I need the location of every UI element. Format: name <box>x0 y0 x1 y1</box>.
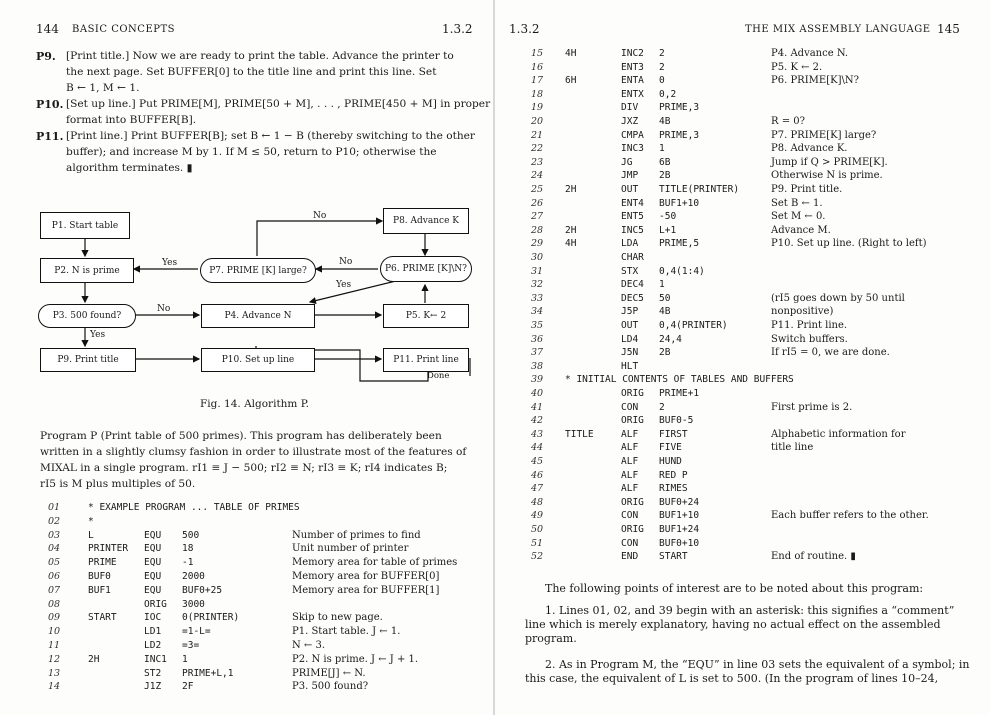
code-comment: Set M ← 0. <box>771 211 826 223</box>
code-location: 2H <box>88 653 100 665</box>
section-left: 1.3.2 <box>442 22 473 36</box>
flowchart-p9: P9. Print title <box>40 348 136 372</box>
label-yes-3: Yes <box>90 330 106 340</box>
code-op: CON <box>621 510 639 522</box>
code-op: J5N <box>621 347 639 359</box>
code-comment: Each buffer refers to the other. <box>771 510 929 522</box>
code-comment: Number of primes to find <box>292 529 421 541</box>
label-yes-1: Yes <box>162 258 178 268</box>
line-number: 13 <box>48 667 61 679</box>
code-location: * EXAMPLE PROGRAM ... TABLE OF PRIMES <box>88 502 300 513</box>
line-number: 17 <box>531 75 544 87</box>
code-address: -1 <box>182 557 194 569</box>
code-address: 2 <box>659 61 665 73</box>
code-address: 2B <box>659 347 671 359</box>
line-number: 40 <box>531 388 544 399</box>
code-comment: P1. Start table. J ← 1. <box>292 626 401 638</box>
line-number: 46 <box>531 469 544 481</box>
code-comment: If rI5 = 0, we are done. <box>771 347 890 359</box>
step-label: P9. <box>36 50 56 63</box>
line-number: 34 <box>531 306 544 318</box>
code-comment: R = 0? <box>771 116 805 127</box>
line-number: 26 <box>531 197 544 209</box>
step-line: [Print line.] Print BUFFER[B]; set B ← 1 − B (thereby switching to the other <box>66 130 475 142</box>
code-address: FIVE <box>659 442 682 454</box>
line-number: 24 <box>531 170 544 182</box>
code-location: * INITIAL CONTENTS OF TABLES AND BUFFERS <box>565 374 794 386</box>
running-title-right: THE MIX ASSEMBLY LANGUAGE <box>745 24 931 35</box>
code-address: =1-L= <box>182 626 211 638</box>
page-number-right: 145 <box>937 22 960 36</box>
step-line: buffer); and increase M by 1. If M ≤ 50, return to P10; otherwise the <box>66 146 437 158</box>
step-line: B ← 1, M ← 1. <box>66 82 140 94</box>
code-op: CHAR <box>621 252 644 263</box>
code-location: L <box>88 529 94 541</box>
flowchart-p10: P10. Set up line <box>201 348 315 372</box>
code-op: ORIG <box>621 524 644 535</box>
section-right: 1.3.2 <box>509 22 540 36</box>
line-number: 14 <box>48 681 61 693</box>
code-comment: P3. 500 found? <box>292 681 369 693</box>
code-op: ALF <box>621 428 639 440</box>
step-line: [Set up line.] Put PRIME[M], PRIME[50 + M], . . . , PRIME[450 + M] in proper <box>66 98 491 110</box>
code-comment: End of routine. ▮ <box>771 551 856 563</box>
code-comment: P7. PRIME[K] large? <box>771 129 877 141</box>
arrow-p6-p4 <box>310 280 400 302</box>
right-page <box>495 0 990 715</box>
label-yes-2: Yes <box>336 280 352 290</box>
line-number: 51 <box>531 537 544 549</box>
code-op: JMP <box>621 170 639 182</box>
line-number: 49 <box>531 510 544 522</box>
line-number: 44 <box>531 442 544 454</box>
code-location: BUF0 <box>88 571 111 582</box>
line-number: 43 <box>531 428 544 440</box>
code-op: EQU <box>144 543 162 555</box>
code-address: 2F <box>182 681 194 693</box>
code-op: JG <box>621 156 633 168</box>
code-op: EQU <box>144 529 162 541</box>
code-address: 0,2 <box>659 88 677 100</box>
code-address: 2 <box>659 401 665 413</box>
code-comment: P11. Print line. <box>771 320 848 331</box>
code-address: BUF0+25 <box>182 584 223 596</box>
line-number: 31 <box>531 265 544 277</box>
code-comment: Set B ← 1. <box>771 197 823 209</box>
code-comment: Otherwise N is prime. <box>771 170 883 182</box>
code-address: 2000 <box>182 571 205 582</box>
code-address: PRIME+L,1 <box>182 667 234 679</box>
line-number: 22 <box>531 143 544 155</box>
line-number: 16 <box>531 61 544 73</box>
code-op: ALF <box>621 456 639 467</box>
code-op: END <box>621 551 639 563</box>
code-op: HLT <box>621 360 639 372</box>
notes-intro: The following points of interest are to be noted about this program: <box>545 582 924 595</box>
label-no-1: No <box>313 211 327 221</box>
code-address: 0,4(PRINTER) <box>659 320 728 331</box>
code-address: 1 <box>659 279 665 291</box>
code-op: ALF <box>621 483 639 495</box>
note2-line: 2. As in Program M, the “EQU” in line 03 sets the equivalent of a symbol; in <box>545 658 970 671</box>
code-op: ORIG <box>621 388 644 399</box>
code-location: 2H <box>565 224 577 236</box>
code-comment: Memory area for table of primes <box>292 557 458 569</box>
code-op: LDA <box>621 238 639 250</box>
code-op: J1Z <box>144 681 162 693</box>
line-number: 23 <box>531 156 544 168</box>
line-number: 37 <box>531 347 544 359</box>
line-number: 47 <box>531 483 544 495</box>
code-op: ENTX <box>621 88 644 100</box>
line-number: 09 <box>48 612 61 624</box>
line-number: 41 <box>531 401 544 413</box>
code-op: INC2 <box>621 48 644 59</box>
code-address: BUF0-5 <box>659 415 694 427</box>
code-address: 0(PRINTER) <box>182 612 240 624</box>
code-comment: Jump if Q > PRIME[K]. <box>771 156 888 168</box>
code-op: ENT5 <box>621 211 644 223</box>
code-location: * <box>88 515 94 527</box>
code-address: BUF1+10 <box>659 510 700 522</box>
code-address: 3000 <box>182 598 205 610</box>
program-intro-line: rI5 is M plus multiples of 50. <box>40 478 196 490</box>
code-location: START <box>88 612 117 624</box>
code-comment: Alphabetic information for <box>771 428 906 440</box>
line-number: 39 <box>531 374 544 386</box>
code-op: INC5 <box>621 224 644 236</box>
label-no-2: No <box>339 257 353 267</box>
note1-line: line which is merely explanatory, having no actual effect on the assembled <box>525 618 941 631</box>
flowchart-p11: P11. Print line <box>383 348 469 372</box>
line-number: 45 <box>531 456 544 467</box>
code-comment: First prime is 2. <box>771 401 853 413</box>
code-address: -50 <box>659 211 677 223</box>
code-address: L+1 <box>659 224 677 236</box>
code-address: 500 <box>182 529 200 541</box>
flowchart-p8: P8. Advance K <box>383 208 469 234</box>
code-address: HUND <box>659 456 682 467</box>
code-address: PRIME+1 <box>659 388 700 399</box>
code-op: ALF <box>621 469 639 481</box>
line-number: 25 <box>531 184 544 195</box>
step-line: [Print title.] Now we are ready to print the table. Advance the printer to <box>66 50 454 62</box>
code-op: CON <box>621 401 639 413</box>
line-number: 12 <box>48 653 61 665</box>
code-comment: P5. K ← 2. <box>771 61 823 73</box>
code-comment: title line <box>771 442 814 454</box>
code-op: J5P <box>621 306 639 318</box>
note1-line: 1. Lines 01, 02, and 39 begin with an asterisk: this signifies a “comment” <box>545 604 955 617</box>
line-number: 07 <box>48 584 61 596</box>
code-address: 0,4(1:4) <box>659 265 705 277</box>
line-number: 42 <box>531 415 544 427</box>
label-done: Done <box>427 371 450 381</box>
code-comment: P10. Set up line. (Right to left) <box>771 238 927 250</box>
code-comment: P6. PRIME[K]\N? <box>771 75 859 87</box>
code-address: 18 <box>182 543 194 555</box>
code-address: FIRST <box>659 428 688 440</box>
code-address: PRIME,5 <box>659 238 700 250</box>
code-op: ORIG <box>621 415 644 427</box>
code-op: ALF <box>621 442 639 454</box>
code-address: 2 <box>659 48 665 59</box>
code-op: INC1 <box>144 653 167 665</box>
line-number: 48 <box>531 496 544 508</box>
code-location: 2H <box>565 184 577 195</box>
flowchart-p4: P4. Advance N <box>201 304 315 328</box>
code-comment: Unit number of printer <box>292 543 409 555</box>
flowchart-p5: P5. K← 2 <box>383 304 469 328</box>
code-op: ENTA <box>621 75 644 87</box>
line-number: 20 <box>531 116 544 127</box>
line-number: 18 <box>531 88 544 100</box>
code-address: START <box>659 551 688 563</box>
flowchart-p7: P7. PRIME [K] large? <box>200 258 316 283</box>
line-number: 19 <box>531 102 544 114</box>
label-no-3: No <box>157 304 171 314</box>
code-location: 4H <box>565 238 577 250</box>
code-op: EQU <box>144 557 162 569</box>
code-op: CON <box>621 537 639 549</box>
line-number: 36 <box>531 333 544 345</box>
code-comment: (rI5 goes down by 50 until <box>771 292 905 304</box>
code-address: =3= <box>182 640 200 651</box>
program-intro-line: written in a slightly clumsy fashion in order to illustrate most of the features of <box>40 446 467 458</box>
code-op: LD2 <box>144 640 162 651</box>
line-number: 21 <box>531 129 544 141</box>
code-address: 4B <box>659 116 671 127</box>
code-location: TITLE <box>565 428 594 440</box>
code-op: INC3 <box>621 143 644 155</box>
code-op: IOC <box>144 612 162 624</box>
code-op: ORIG <box>621 496 644 508</box>
code-location: 6H <box>565 75 577 87</box>
line-number: 08 <box>48 598 61 610</box>
code-address: RIMES <box>659 483 688 495</box>
code-op: ENT4 <box>621 197 644 209</box>
code-comment: Skip to new page. <box>292 612 383 624</box>
line-number: 50 <box>531 524 544 535</box>
code-comment: N ← 3. <box>292 640 326 651</box>
code-comment: P2. N is prime. J ← J + 1. <box>292 653 419 665</box>
code-comment: nonpositive) <box>771 306 834 318</box>
step-label: P10. <box>36 98 64 111</box>
code-address: PRIME,3 <box>659 129 700 141</box>
code-op: DIV <box>621 102 639 114</box>
code-op: CMPA <box>621 129 644 141</box>
line-number: 03 <box>48 529 61 541</box>
flowchart-p1: P1. Start table <box>40 212 130 239</box>
line-number: 06 <box>48 571 61 582</box>
flowchart-p2: P2. N is prime <box>40 258 134 283</box>
code-op: LD1 <box>144 626 162 638</box>
code-address: 50 <box>659 292 671 304</box>
line-number: 29 <box>531 238 544 250</box>
line-number: 27 <box>531 211 544 223</box>
line-number: 01 <box>48 502 61 513</box>
line-number: 35 <box>531 320 544 331</box>
code-op: STX <box>621 265 639 277</box>
note1-line: program. <box>525 632 577 645</box>
code-op: LD4 <box>621 333 639 345</box>
code-location: PRIME <box>88 557 117 569</box>
code-op: ENT3 <box>621 61 644 73</box>
code-op: EQU <box>144 584 162 596</box>
code-location: BUF1 <box>88 584 111 596</box>
line-number: 04 <box>48 543 61 555</box>
code-location: 4H <box>565 48 577 59</box>
arrow-p7-p8 <box>257 221 382 256</box>
line-number: 11 <box>48 640 61 651</box>
code-op: DEC4 <box>621 279 644 291</box>
code-op: OUT <box>621 320 639 331</box>
line-number: 10 <box>48 626 61 638</box>
program-intro-line: MIXAL in a single program. rI1 ≡ J − 500; rI2 ≡ N; rI3 ≡ K; rI4 indicates B; <box>40 462 448 474</box>
page-number-left: 144 <box>36 22 59 36</box>
code-op: DEC5 <box>621 292 644 304</box>
code-address: 24,4 <box>659 333 682 345</box>
code-address: TITLE(PRINTER) <box>659 184 740 195</box>
code-address: BUF1+24 <box>659 524 700 535</box>
code-comment: P8. Advance K. <box>771 143 848 155</box>
code-address: BUF0+24 <box>659 496 700 508</box>
code-address: 1 <box>182 653 188 665</box>
code-op: OUT <box>621 184 639 195</box>
line-number: 05 <box>48 557 61 569</box>
code-op: ST2 <box>144 667 162 679</box>
code-address: 0 <box>659 75 665 87</box>
code-op: ORIG <box>144 598 167 610</box>
line-number: 32 <box>531 279 544 291</box>
code-address: 6B <box>659 156 671 168</box>
code-comment: Memory area for BUFFER[1] <box>292 584 440 596</box>
step-line: format into BUFFER[B]. <box>66 114 197 126</box>
running-title-left: BASIC CONCEPTS <box>72 24 176 35</box>
code-comment: Switch buffers. <box>771 333 848 345</box>
flowchart-p6: P6. PRIME [K]\N? <box>380 256 472 282</box>
line-number: 15 <box>531 48 544 59</box>
code-address: 4B <box>659 306 671 318</box>
code-location: PRINTER <box>88 543 129 555</box>
line-number: 33 <box>531 292 544 304</box>
code-address: BUF0+10 <box>659 537 700 549</box>
figure-caption: Fig. 14. Algorithm P. <box>200 398 309 410</box>
line-number: 28 <box>531 224 544 236</box>
line-number: 38 <box>531 360 544 372</box>
line-number: 52 <box>531 551 544 563</box>
program-intro-line: Program P (Print table of 500 primes). This program has deliberately been <box>40 430 442 442</box>
code-op: JXZ <box>621 116 639 127</box>
step-line: algorithm terminates. ▮ <box>66 162 193 174</box>
line-number: 02 <box>48 515 61 527</box>
code-comment: P4. Advance N. <box>771 48 849 59</box>
code-comment: P9. Print title. <box>771 184 843 195</box>
code-address: 2B <box>659 170 671 182</box>
code-address: RED P <box>659 469 688 481</box>
code-address: PRIME,3 <box>659 102 700 114</box>
flowchart-p3: P3. 500 found? <box>38 304 136 328</box>
step-label: P11. <box>36 130 64 143</box>
step-line: the next page. Set BUFFER[0] to the title line and print this line. Set <box>66 66 437 78</box>
code-comment: Memory area for BUFFER[0] <box>292 571 440 582</box>
note2-line: this case, the equivalent of L is set to 500. (In the program of lines 10–24, <box>525 672 939 685</box>
code-address: 1 <box>659 143 665 155</box>
code-comment: PRIME[J] ← N. <box>292 667 366 679</box>
line-number: 30 <box>531 252 544 263</box>
code-comment: Advance M. <box>771 224 831 236</box>
code-op: EQU <box>144 571 162 582</box>
code-address: BUF1+10 <box>659 197 700 209</box>
